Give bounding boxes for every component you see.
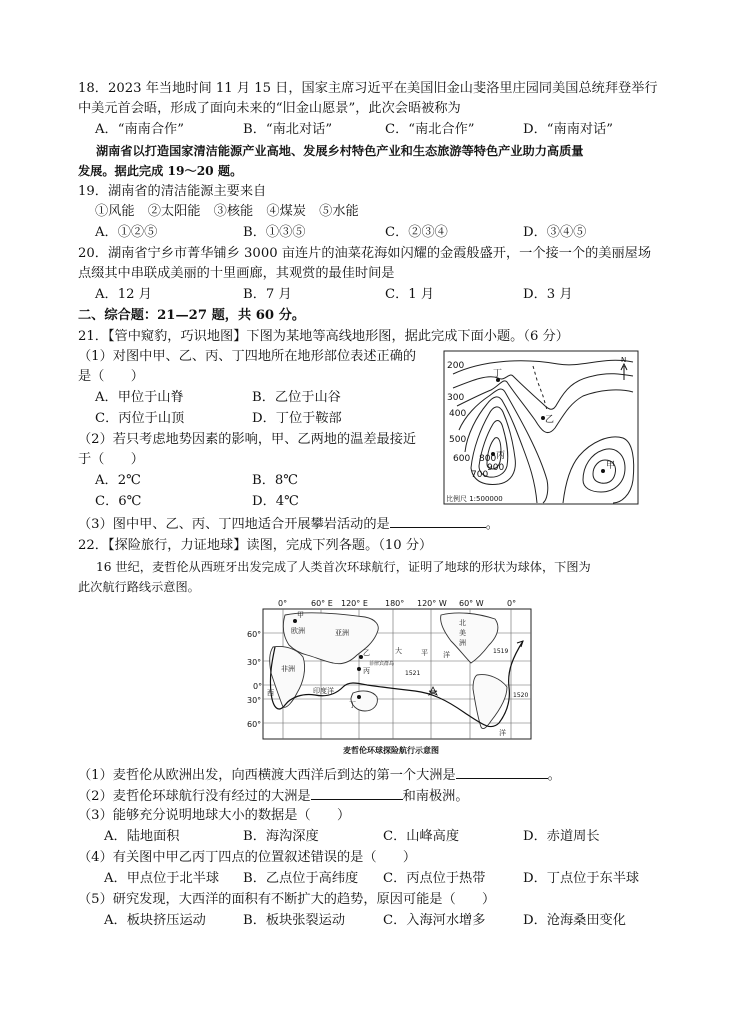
section2-title: 二、综合题：21—27 题，共 60 分。 — [78, 308, 306, 323]
q21-heading: 21．【管中窥豹，巧识地图】下图为某地等高线地形图，据此完成下面小题。（6 分） — [78, 329, 569, 344]
q20-option-c[interactable]: C．1 月 — [385, 287, 435, 302]
map-label-indian-ocean: 印度洋 — [313, 687, 334, 695]
point-label-ding: 丁 — [493, 369, 503, 379]
q21-part1-line1: （1）对图中甲、乙、丙、丁四地所在地形部位表述正确的 — [78, 349, 417, 364]
q22-part3-option-c[interactable]: C．山峰高度 — [383, 829, 460, 844]
contour-label-900: 900 — [487, 463, 505, 473]
map-label-yang-2: 洋 — [499, 729, 506, 737]
q22-intro-line1: 16 世纪，麦哲伦从西班牙出发完成了人类首次环球航行，证明了地球的形状为球体，下图为 — [96, 560, 591, 574]
q22-part5-option-a[interactable]: A．板块挤压运动 — [104, 913, 206, 928]
q22-part1-answer-blank[interactable] — [456, 764, 548, 779]
contour-label-500: 500 — [449, 435, 467, 445]
q22-part3: （3）能够充分说明地球大小的数据是（ ） — [78, 808, 351, 823]
contour-label-600: 600 — [453, 454, 471, 464]
lon-tick-0: 0° — [278, 599, 288, 608]
q21-part2-line2: 于（ ） — [78, 452, 144, 467]
lat-tick-60n: 60° — [247, 630, 262, 639]
point-bing-dot — [357, 667, 361, 671]
q22-part2-text: （2）麦哲伦环球航行没有经过的大洲是 — [78, 789, 311, 804]
contour-label-700: 700 — [471, 470, 489, 480]
q19-option-a[interactable]: A．①②⑤ — [95, 225, 158, 240]
map-label-north: 北 — [459, 619, 466, 627]
q21-part3-answer-blank[interactable] — [390, 513, 486, 528]
lon-tick-60e: 60° E — [311, 599, 333, 608]
contour-map — [443, 350, 639, 506]
map-label-africa: 非洲 — [281, 665, 295, 673]
lon-tick-0-right: 0° — [507, 599, 517, 608]
north-label: N — [621, 356, 627, 364]
lat-tick-60s: 60° — [247, 720, 262, 729]
contour-label-400: 400 — [449, 409, 467, 419]
magellan-route-map — [245, 597, 535, 759]
q20-option-b[interactable]: B．7 月 — [243, 287, 292, 302]
q19-option-c[interactable]: C．②③④ — [385, 225, 448, 240]
q22-intro-line2: 此次航行路线示意图。 — [78, 580, 200, 594]
map-label-asia: 亚洲 — [335, 629, 349, 637]
q22-part2 — [78, 785, 469, 807]
q19-option-b[interactable]: B．①③⑤ — [243, 225, 306, 240]
lon-tick-60w: 60° W — [459, 599, 484, 608]
q22-part5: （5）研究发现，大西洋的面积有不断扩大的趋势，原因可能是（ ） — [78, 892, 496, 907]
q20-option-a[interactable]: A．12 月 — [95, 287, 152, 302]
point-label-yi: 乙 — [545, 415, 555, 425]
q21-part1-option-c[interactable]: C．丙位于山顶 — [95, 411, 185, 426]
map-scale-label: 比例尺 1:500000 — [446, 495, 503, 503]
q20-stem-line2: 点缀其中串联成美丽的十里画廊，其观赏的最佳时间是 — [78, 266, 395, 281]
lat-tick-0: 0° — [253, 682, 263, 691]
q22-part5-option-b[interactable]: B．板块张裂运动 — [243, 913, 346, 928]
lat-tick-30n: 30° — [247, 658, 262, 667]
map-label-america-1: 美 — [459, 629, 466, 637]
q21-part2-option-d[interactable]: D．4℃ — [252, 494, 299, 509]
q21-part2-line1: （2）若只考虑地势因素的影响，甲、乙两地的温差最接近 — [78, 432, 417, 447]
q18-option-b[interactable]: B．“南北对话” — [243, 122, 333, 137]
lon-tick-180: 180° — [385, 599, 405, 608]
map-label-philippines: 菲律宾群岛 — [369, 661, 395, 667]
q18-option-c[interactable]: C．“南北合作” — [385, 122, 475, 137]
q22-part1 — [78, 764, 561, 786]
point-label-jia: 甲 — [606, 461, 616, 471]
q18-option-a[interactable]: A．“南南合作” — [95, 122, 184, 137]
q20-stem-line1: 20．湖南省宁乡市菁华铺乡 3000 亩连片的油菜花海如闪耀的金霞般盛开，一个接一个的美丽屋场 — [78, 246, 652, 261]
q21-part1-option-a[interactable]: A．甲位于山脊 — [95, 390, 184, 405]
q22-part4-option-c[interactable]: C．丙点位于热带 — [383, 871, 486, 886]
q21-part3-text: （3）图中甲、乙、丙、丁四地适合开展攀岩活动的是 — [78, 517, 390, 532]
q21-part3-end: 。 — [485, 517, 499, 532]
q22-part4-option-d[interactable]: D．丁点位于东半球 — [523, 871, 640, 886]
q19-items: ①风能 ②太阳能 ③核能 ④煤炭 ⑤水能 — [95, 204, 359, 219]
map-label-1520: 1520 — [513, 692, 529, 699]
q22-part2-end: 和南极洲。 — [402, 789, 469, 804]
map-label-1519: 1519 — [493, 648, 509, 655]
lon-tick-120e: 120° E — [341, 599, 368, 608]
q22-heading: 22．【探险旅行，力证地球】读图，完成下列各题。（10 分） — [78, 538, 433, 553]
q18-option-d[interactable]: D．“南南对话” — [523, 122, 613, 137]
q19-option-d[interactable]: D．③④⑤ — [523, 225, 587, 240]
map-label-america-2: 洲 — [459, 639, 466, 647]
q19-stem: 19．湖南省的清洁能源主要来自 — [78, 184, 267, 199]
q21-part1-line2: 是（ ） — [78, 369, 144, 384]
q20-option-d[interactable]: D．3 月 — [523, 287, 573, 302]
q22-part2-answer-blank[interactable] — [311, 785, 403, 800]
map-label-ding: 丁 — [349, 701, 356, 709]
point-jia-dot — [601, 469, 605, 473]
map-label-ping: 平 — [421, 649, 428, 657]
passage-line2: 发展。据此完成 19～20 题。 — [78, 164, 243, 178]
q22-part5-option-d[interactable]: D．沧海桑田变化 — [523, 913, 626, 928]
q21-part1-option-b[interactable]: B．乙位于山谷 — [252, 390, 341, 405]
map-label-jia: 甲 — [297, 611, 304, 619]
q22-part3-option-b[interactable]: B．海沟深度 — [243, 829, 319, 844]
point-jia-dot — [293, 619, 297, 623]
q21-part2-option-b[interactable]: B．8℃ — [252, 473, 299, 488]
q22-part3-option-d[interactable]: D．赤道周长 — [523, 829, 600, 844]
passage-line1: 湖南省以打造国家清洁能源产业高地、发展乡村特色产业和生态旅游等特色产业助力高质量 — [96, 144, 584, 158]
map-label-yi: 乙 — [363, 649, 370, 657]
q21-part1-option-d[interactable]: D．丁位于鞍部 — [252, 411, 342, 426]
point-ding-dot — [357, 695, 361, 699]
q22-part4-option-a[interactable]: A．甲点位于北半球 — [104, 871, 220, 886]
point-label-bing: 丙 — [496, 451, 506, 461]
map-label-xi: 西 — [267, 689, 274, 697]
q18-stem-line2: 中美元首会晤，形成了面向未来的“旧金山愿景”，此次会晤被称为 — [78, 101, 461, 116]
q22-part4-option-b[interactable]: B．乙点位于高纬度 — [243, 871, 359, 886]
contour-label-800: 800 — [479, 454, 497, 464]
map-label-europe: 欧洲 — [291, 627, 305, 635]
contour-label-300: 300 — [447, 393, 465, 403]
map-caption: 麦哲伦环球探险航行示意图 — [343, 746, 439, 755]
q21-part3 — [78, 513, 499, 535]
q22-part4: （4）有关图中甲乙丙丁四点的位置叙述错误的是（ ） — [78, 850, 417, 865]
lon-tick-120w: 120° W — [417, 599, 447, 608]
q22-part1-end: 。 — [547, 768, 561, 783]
q21-part2-option-a[interactable]: A．2℃ — [95, 473, 141, 488]
contour-label-200: 200 — [447, 361, 465, 371]
map-label-bing: 丙 — [363, 667, 370, 675]
lat-tick-30s: 30° — [247, 696, 262, 705]
q22-part3-option-a[interactable]: A．陆地面积 — [104, 829, 180, 844]
map-label-da: 大 — [395, 647, 402, 655]
q22-part5-option-c[interactable]: C．入海河水增多 — [383, 913, 486, 928]
map-label-1521: 1521 — [405, 670, 421, 677]
q22-part1-text: （1）麦哲伦从欧洲出发，向西横渡大西洋后到达的第一个大洲是 — [78, 768, 456, 783]
q21-part2-option-c[interactable]: C．6℃ — [95, 494, 142, 509]
map-label-yang: 洋 — [443, 651, 450, 659]
q18-stem-line1: 18．2023 年当地时间 11 月 15 日，国家主席习近平在美国旧金山斐洛里庄园同美国总统拜登举行 — [78, 81, 658, 96]
